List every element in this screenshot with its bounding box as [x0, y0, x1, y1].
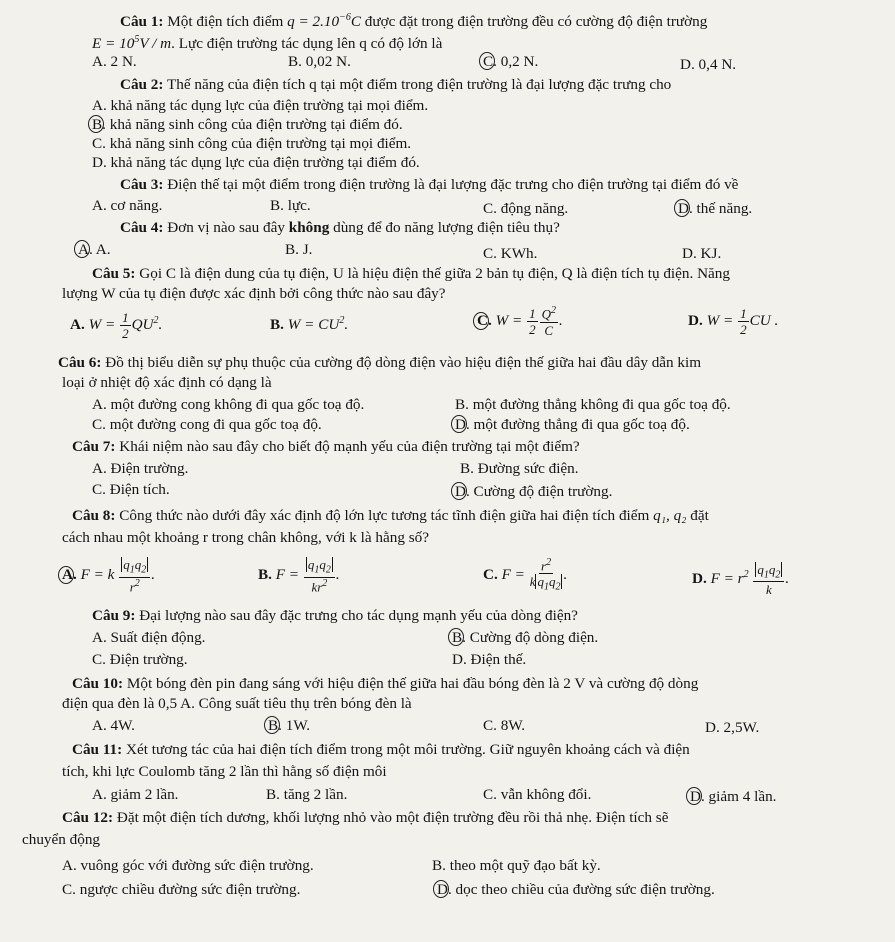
q6-option-a[interactable]: A. một đường cong không đi qua gốc toạ độ. — [92, 396, 365, 413]
q2-option-a[interactable]: A. khả năng tác dụng lực của điện trường tại mọi điểm. — [92, 97, 429, 114]
q1-option-d[interactable]: D. 0,4 N. — [680, 56, 737, 73]
q9-option-a[interactable]: A. Suất điện động. — [92, 629, 206, 646]
answer-circle-icon — [448, 628, 464, 646]
q1-label: Câu 1: — [120, 13, 164, 31]
q6-option-b[interactable]: B. một đường thẳng không đi qua gốc toạ độ. — [455, 396, 731, 413]
q3-text: Điện thế tại một điểm trong điện trường là đại lượng đặc trưng cho điện trường tại điểm đó về — [167, 176, 739, 193]
q4-option-c[interactable]: C. KWh. — [483, 245, 538, 262]
question-6: Câu 6: Đồ thị biểu diễn sự phụ thuộc của cường độ dòng điện vào hiệu điện thế giữa hai đầu dây dẫn kim — [58, 354, 702, 371]
answer-circle-icon — [58, 566, 74, 584]
question-7: Câu 7: Khái niệm nào sau đây cho biết độ mạnh yếu của điện trường tại một điểm? — [72, 438, 580, 455]
q7-label: Câu 7: — [72, 438, 116, 455]
q11-line2: tích, khi lực Coulomb tăng 2 lần thì hằng số điện môi — [62, 763, 387, 780]
question-11: Câu 11: Xét tương tác của hai điện tích điểm trong một môi trường. Giữ nguyên khoảng cách và điện — [72, 741, 690, 758]
q8-option-a[interactable]: A. F = k $\frac{q_1q_2}{r^2}$ . — [62, 558, 155, 593]
q5-line2: lượng W của tụ điện được xác định bởi công thức nào sau đây? — [62, 285, 446, 302]
q4-option-d[interactable]: D. KJ. — [682, 245, 722, 262]
answer-circle-icon — [264, 716, 280, 734]
q8-option-d[interactable]: D. $F = r^2$ $\frac{q_1q_2}{k}$ . — [692, 561, 790, 598]
q8-option-b[interactable]: B. F = $\frac{q_1q_2}{kr^2}$ . — [258, 557, 340, 594]
q1-formula: $q = 2.10^{-6}C$ — [287, 12, 361, 31]
q5-label: Câu 5: — [92, 265, 136, 282]
q4-label: Câu 4: — [120, 219, 164, 236]
q6-option-c[interactable]: C. một đường cong đi qua gốc toạ độ. — [92, 416, 322, 433]
question-12: Câu 12: Đặt một điện tích dương, khối lượng nhỏ vào một điện trường đều rồi thả nhẹ. Điện tích sẽ — [62, 809, 669, 826]
q5-option-b[interactable]: B. $W = CU^2$. — [270, 315, 349, 334]
q10-option-d[interactable]: D. 2,5W. — [705, 719, 760, 736]
answer-circle-icon — [686, 787, 702, 805]
question-1 — [120, 8, 707, 31]
q12-option-a[interactable]: A. vuông góc với đường sức điện trường. — [62, 857, 314, 874]
answer-circle-icon — [88, 115, 104, 133]
q3-option-a[interactable]: A. cơ năng. — [92, 197, 163, 214]
answer-circle-icon — [451, 415, 467, 433]
q3-option-d[interactable]: D. thế năng. — [678, 199, 752, 218]
q7-option-b[interactable]: B. Đường sức điện. — [460, 460, 579, 477]
q8-option-c[interactable]: C. F = $\frac{r^2}{k q_1q_2}$ . — [483, 557, 568, 593]
answer-circle-icon — [451, 482, 467, 500]
q5-option-c[interactable]: C. W = $\frac{1}{2}$ $\frac{Q^2}{C}$ . — [477, 306, 563, 337]
question-5: Câu 5: Gọi C là điện dung của tụ điện, U là hiệu điện thế giữa 2 bản tụ điện, Q là điện tích tụ điện. Năng — [92, 265, 730, 282]
q12-option-d[interactable]: D. dọc theo chiều của đường sức điện trường. — [437, 880, 715, 899]
q2-option-b[interactable]: B. khả năng sinh công của điện trường tại điểm đó. — [92, 115, 403, 134]
q11-option-c[interactable]: C. vẫn không đổi. — [483, 786, 592, 803]
question-2 — [120, 75, 671, 94]
q4-option-a[interactable]: A. A. — [78, 240, 111, 259]
answer-circle-icon — [479, 52, 495, 70]
q12-line2: chuyển động — [22, 831, 101, 848]
q11-option-d[interactable]: D. giảm 4 lần. — [690, 787, 776, 806]
q1-line2: $E = 10^5V / m$. Lực điện trường tác dụng lên q có độ lớn là — [92, 34, 443, 53]
q11-option-a[interactable]: A. giảm 2 lần. — [92, 786, 179, 803]
q6-label: Câu 6: — [58, 354, 102, 371]
q3-option-b[interactable]: B. lực. — [270, 197, 311, 214]
q6-option-d[interactable]: D. một đường thẳng đi qua gốc toạ độ. — [455, 415, 690, 434]
q9-label: Câu 9: — [92, 607, 136, 624]
q1-option-c[interactable]: C. 0,2 N. — [483, 52, 538, 71]
q10-option-a[interactable]: A. 4W. — [92, 717, 135, 734]
q2-label: Câu 2: — [120, 76, 164, 93]
q2-option-d[interactable]: D. khả năng tác dụng lực của điện trường tại điểm đó. — [92, 154, 420, 171]
q7-option-a[interactable]: A. Điện trường. — [92, 460, 189, 477]
q12-option-c[interactable]: C. ngược chiều đường sức điện trường. — [62, 881, 301, 898]
q11-option-b[interactable]: B. tăng 2 lần. — [266, 786, 348, 803]
q1-option-a[interactable]: A. 2 N. — [92, 53, 137, 70]
q6-line2: loại ở nhiệt độ xác định có dạng là — [62, 374, 272, 391]
question-10: Câu 10: Một bóng đèn pin đang sáng với hiệu điện thế giữa hai đầu bóng đèn là 2 V và cường độ dòng — [72, 675, 699, 692]
q2-text: Thế năng của điện tích q tại một điểm trong điện trường là đại lượng đặc trưng cho — [167, 76, 672, 93]
q12-option-b[interactable]: B. theo một quỹ đạo bất kỳ. — [432, 857, 601, 874]
q7-option-d[interactable]: D. Cường độ điện trường. — [455, 482, 612, 501]
q10-label: Câu 10: — [72, 675, 124, 692]
question-8: Câu 8: Công thức nào dưới đây xác định độ lớn lực tương tác tĩnh điện giữa hai điện tích điểm q₁, q₂ đặt — [72, 507, 709, 524]
answer-circle-icon — [433, 880, 449, 898]
answer-circle-icon — [74, 240, 90, 258]
q1-option-b[interactable]: B. 0,02 N. — [288, 53, 351, 70]
q3-option-c[interactable]: C. động năng. — [483, 200, 569, 217]
q8-line2: cách nhau một khoảng r trong chân không, với k là hằng số? — [62, 529, 429, 546]
question-9: Câu 9: Đại lượng nào sau đây đặc trưng cho tác dụng mạnh yếu của dòng điện? — [92, 607, 578, 624]
q11-label: Câu 11: — [72, 741, 123, 758]
q4-option-b[interactable]: B. J. — [285, 241, 313, 258]
q9-option-c[interactable]: C. Điện trường. — [92, 651, 188, 668]
q12-label: Câu 12: — [62, 809, 114, 826]
answer-circle-icon — [674, 199, 690, 217]
q10-line2: điện qua đèn là 0,5 A. Công suất tiêu thụ trên bóng đèn là — [62, 695, 412, 712]
answer-circle-icon — [473, 312, 489, 330]
question-4: Câu 4: Đơn vị nào sau đây không dùng để đo năng lượng điện tiêu thụ? — [120, 219, 560, 236]
q8-label: Câu 8: — [72, 507, 116, 524]
question-3 — [120, 175, 738, 194]
q1-text-a: Một điện tích điểm — [167, 13, 284, 31]
q3-label: Câu 3: — [120, 176, 164, 193]
q1-text-b: được đặt trong điện trường đều có cường độ điện trường — [364, 13, 708, 31]
q9-option-d[interactable]: D. Điện thế. — [452, 651, 527, 668]
q7-option-c[interactable]: C. Điện tích. — [92, 481, 170, 498]
q10-option-c[interactable]: C. 8W. — [483, 717, 526, 734]
q5-option-d[interactable]: D. W = $\frac{1}{2}$ CU . — [688, 306, 779, 338]
q2-option-c[interactable]: C. khả năng sinh công của điện trường tại mọi điểm. — [92, 135, 412, 152]
q9-option-b[interactable]: B. Cường độ dòng điện. — [452, 628, 598, 647]
q5-option-a[interactable]: A. W = $\frac{1}{2}$ $QU^2$. — [70, 310, 163, 342]
q10-option-b[interactable]: B. 1W. — [268, 716, 310, 735]
